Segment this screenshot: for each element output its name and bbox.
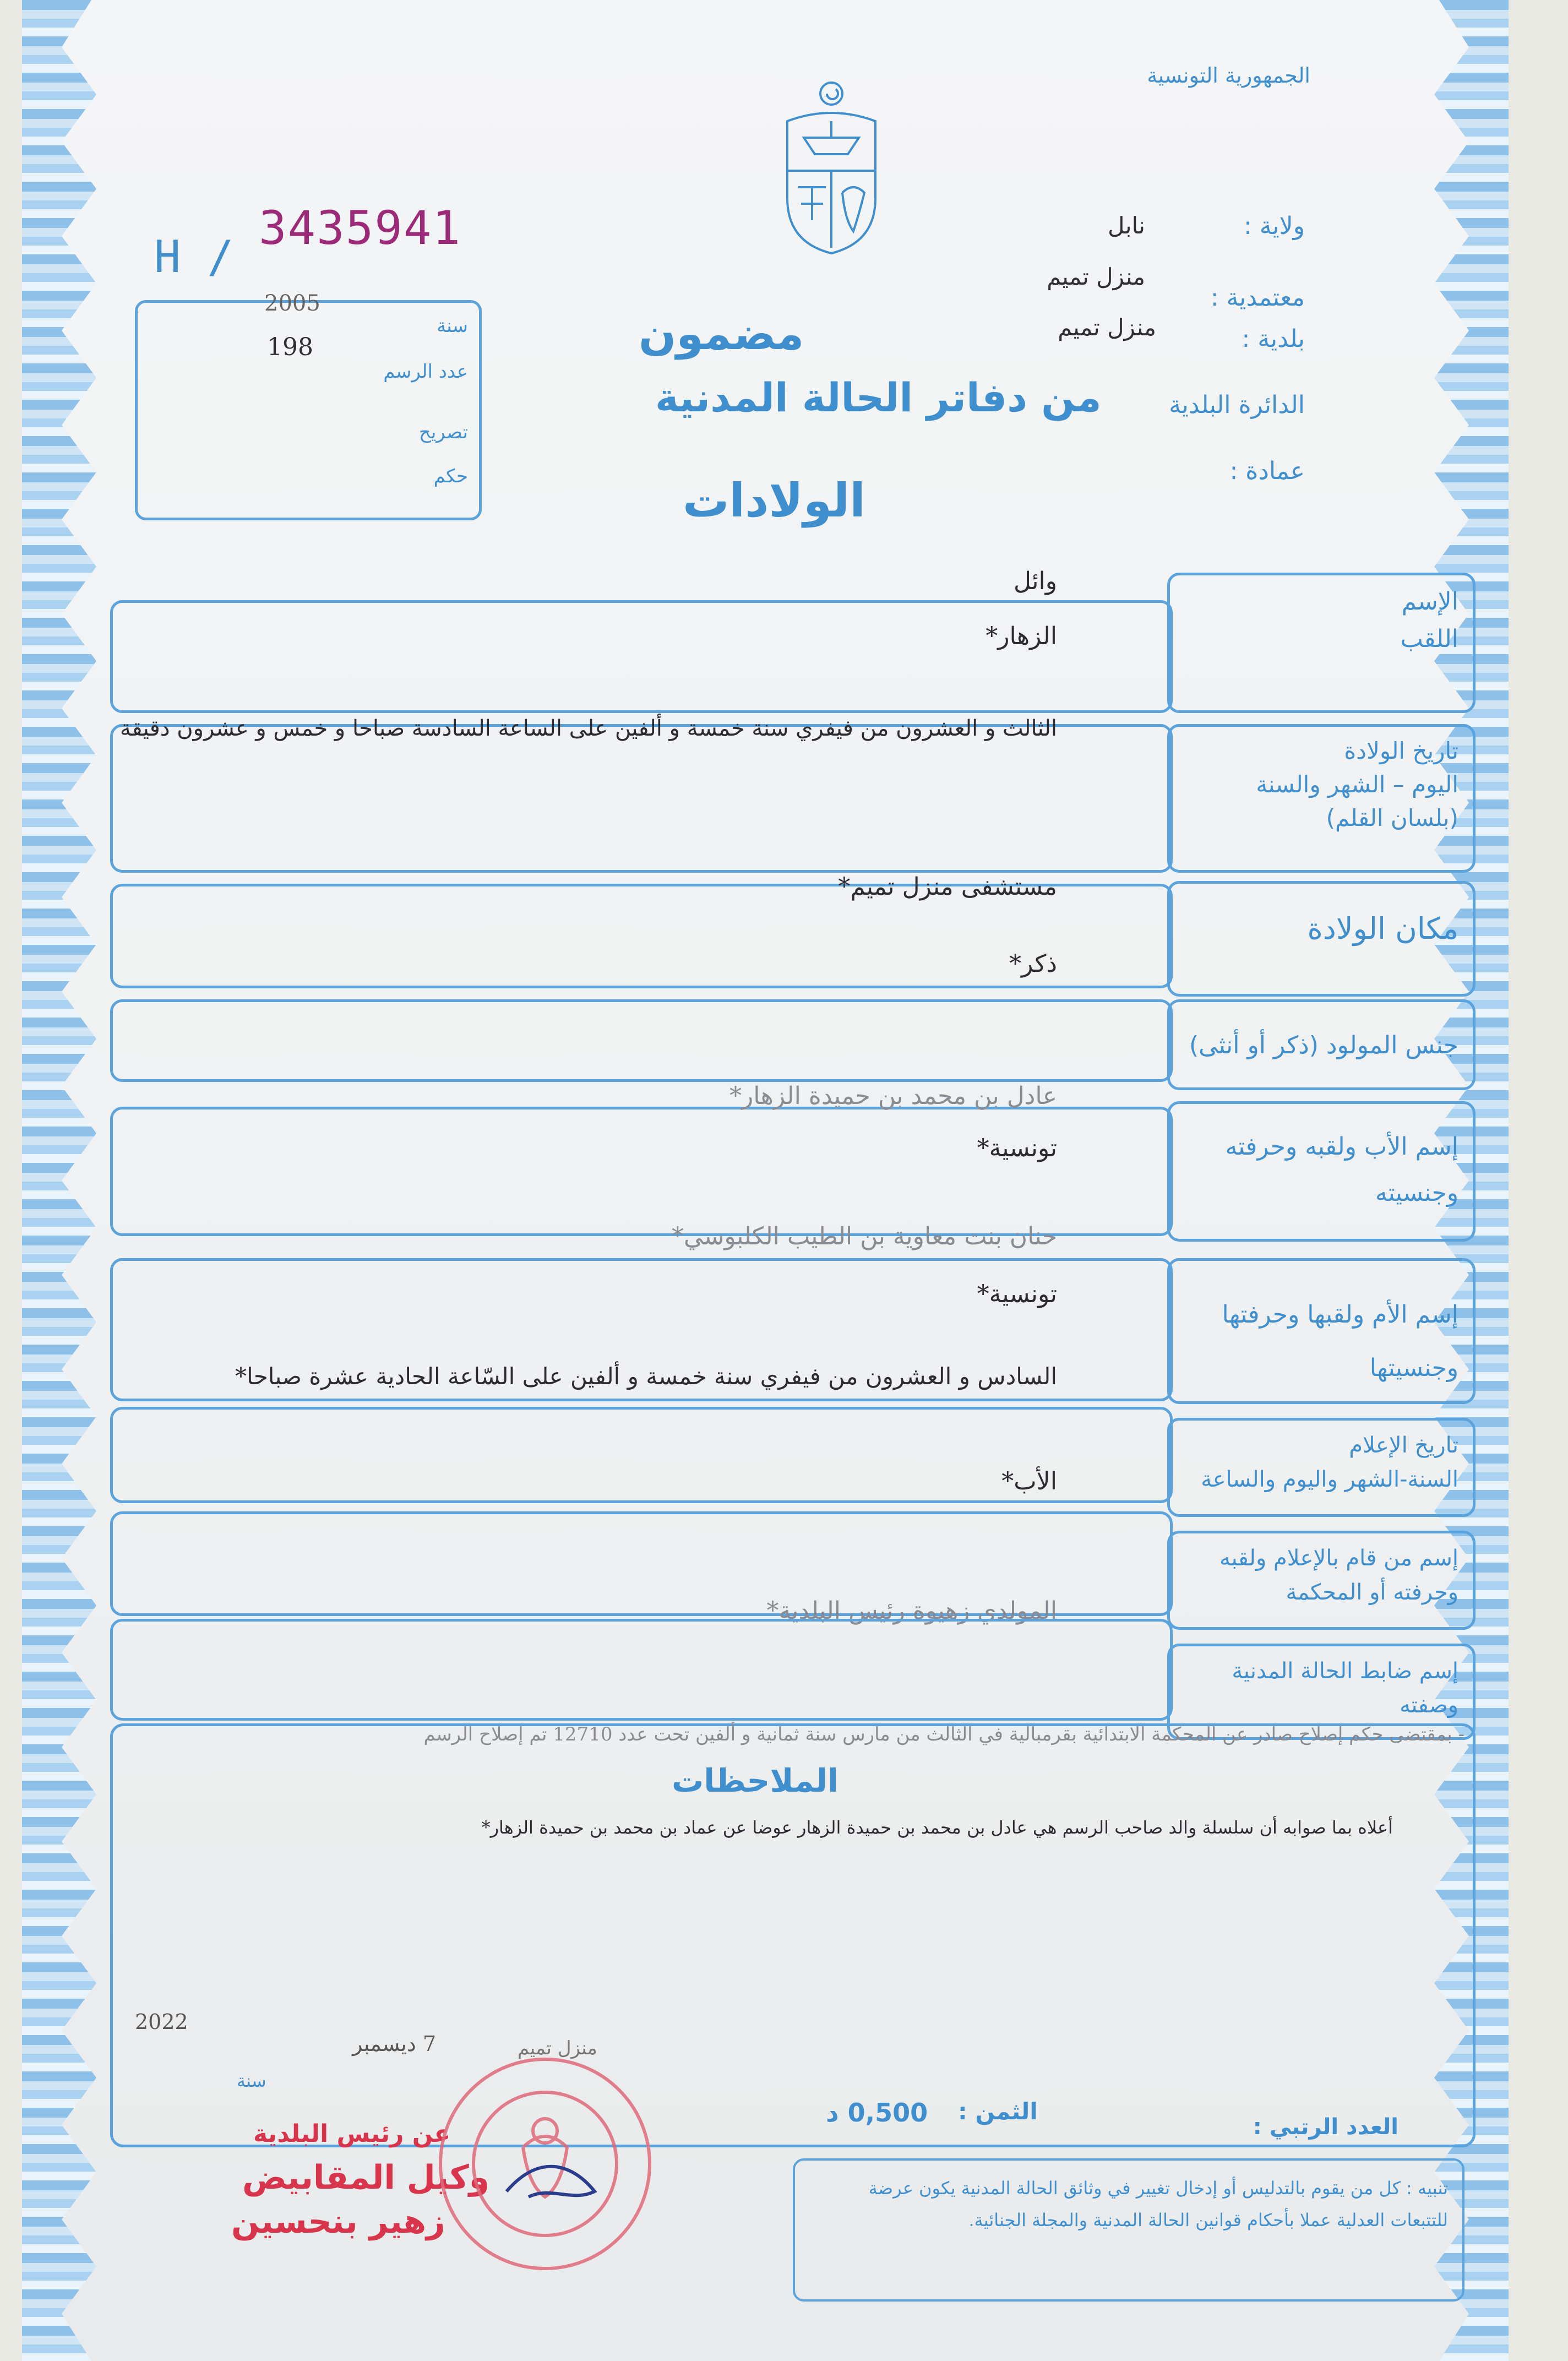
republic-title: الجمهورية التونسية [1147,63,1310,88]
mother-label-box [1167,1258,1476,1404]
father-label: إسم الأب ولقبه وحرفته [1225,1133,1458,1161]
mother-label: إسم الأم ولقبها وحرفتها [1222,1301,1458,1329]
declaration-date-label-box [1167,1418,1476,1517]
price-label: الثمن : [958,2098,1038,2125]
document-title: مضمون [639,308,804,360]
remarks-title: الملاحظات [672,1762,839,1799]
document-subtitle: من دفاتر الحالة المدنية [655,374,1102,421]
year-value: 2005 [264,291,320,316]
name-value: وائل [1013,567,1057,595]
register-reference-box [135,291,482,520]
issue-year-label: سنة [237,2070,266,2091]
father-nationality-value: تونسية* [977,1134,1057,1162]
birth-date-value-box [110,724,1173,873]
mother-nationality-value: تونسية* [977,1280,1057,1308]
father-label-nationality: وجنسيته [1375,1178,1458,1207]
signature-role: وكيل المقابيض [242,2158,490,2197]
issue-year-value: 2022 [135,2010,188,2034]
wilaya-label: ولاية : [1244,212,1305,240]
left-security-border [22,0,121,2361]
wilaya-value: نابل [1108,212,1145,239]
surname-value: الزهار* [986,622,1057,650]
declarant-label: إسم من قام بالإعلام ولقبه [1219,1546,1458,1571]
sex-value: ذكر* [1009,950,1057,978]
birth-date-note: (بلسان القلم) [1326,804,1458,831]
price-value: 0,500 د [826,2098,928,2128]
birth-date-value: الثالث و العشرون من فيفري سنة خمسة و ألفين على الساعة السادسة صباحا و خمس و عشرون دقيقة [119,716,1057,741]
declaration-label: تصريح [418,421,468,443]
birth-date-label: تاريخ الولادة [1344,737,1458,764]
declaration-date-sublabel: السنة-الشهر واليوم والساعة [1201,1467,1458,1492]
sex-label-box [1167,999,1476,1090]
name-label: الإسم [1401,587,1458,616]
daira-label: الدائرة البلدية [1169,391,1305,419]
baladiya-value: منزل تميم [1058,314,1156,341]
mutamadiya-label: معتمدية : [1210,284,1305,312]
record-number-label: عدد الرسم [383,361,468,383]
declaration-date-value: السادس و العشرون من فيفري سنة خمسة و ألفين على السّاعة الحادية عشرة صباحا* [235,1363,1057,1390]
declarant-value: الأب* [1001,1467,1057,1495]
baladiya-label: بلدية : [1242,325,1305,353]
declarant-label-box [1167,1531,1476,1630]
name-value-box [110,600,1173,713]
father-label-box [1167,1101,1476,1242]
officer-value-box [110,1619,1173,1721]
officer-sublabel: وصفته [1399,1693,1458,1718]
official-stamp-icon [429,2048,661,2280]
issue-date-value: 7 ديسمبر [352,2032,437,2056]
mutamadiya-value: منزل تميم [1047,263,1145,290]
coat-of-arms-icon [776,77,886,259]
serial-number-label: العدد الرتبي : [1253,2114,1398,2140]
declaration-date-label: تاريخ الإعلام [1349,1433,1458,1458]
signature-title: عن رئيس البلدية [253,2120,451,2148]
remarks-line-1: - بمقتضى حكم إصلاح صادر عن المحكمة الابتدائية بقرمبالية في الثالث من مارس سنة ثمانية و ألفين تحت عدد 12710 تم إصلاح الرسم [423,1723,1464,1745]
register-prefix: H / [154,231,234,282]
father-value-box [110,1107,1173,1236]
birth-place-label: مكان الولادة [1307,911,1458,946]
signature-name: زهير بنحسين [231,2202,445,2241]
issue-place-value: منزل تميم [518,2037,597,2059]
remarks-line-2: أعلاه بما صوابه أن سلسلة والد صاحب الرسم هي عادل بن محمد بن حميدة الزهار عوضا عن عماد بن محمد بن حميدة الزهار* [481,1817,1393,1838]
name-label-box [1167,573,1476,713]
birth-certificate-page [22,0,1509,2361]
serial-number: 3435941 [259,201,462,255]
legal-notice: تنبيه : كل من يقوم بالتدليس أو إدخال تغيير في وثائق الحالة المدنية يكون عرضة للتتبعات العدلية عملا بأحكام قوانين الحالة المدنية والمجلة الجنائية. [793,2158,1464,2302]
year-label: سنة [437,315,468,337]
officer-value: المولدي زهيوة رئيس البلدية* [766,1597,1057,1625]
declarant-sublabel: وحرفته أو المحكمة [1286,1580,1458,1605]
record-number-value: 198 [267,333,313,361]
mother-label-nationality: وجنسيتها [1369,1353,1458,1382]
birth-date-sublabel: اليوم – الشهر والسنة [1256,770,1458,798]
imada-label: عمادة : [1229,457,1305,485]
officer-label: إسم ضابط الحالة المدنية [1232,1658,1458,1684]
father-value: عادل بن محمد بن حميدة الزهار* [729,1082,1057,1110]
mother-value: حنان بنت معاوية بن الطيب الكلبوسي* [671,1222,1057,1250]
birth-place-value: مستشفى منزل تميم* [838,873,1057,901]
section-title-births: الولادات [683,474,865,527]
birth-place-label-box [1167,881,1476,997]
sex-value-box [110,999,1173,1082]
sex-label: جنس المولود (ذكر أو أنثى) [1189,1031,1458,1059]
surname-label: اللقب [1400,625,1458,654]
birth-date-label-box [1167,724,1476,873]
judgment-label: حكم [433,465,468,487]
